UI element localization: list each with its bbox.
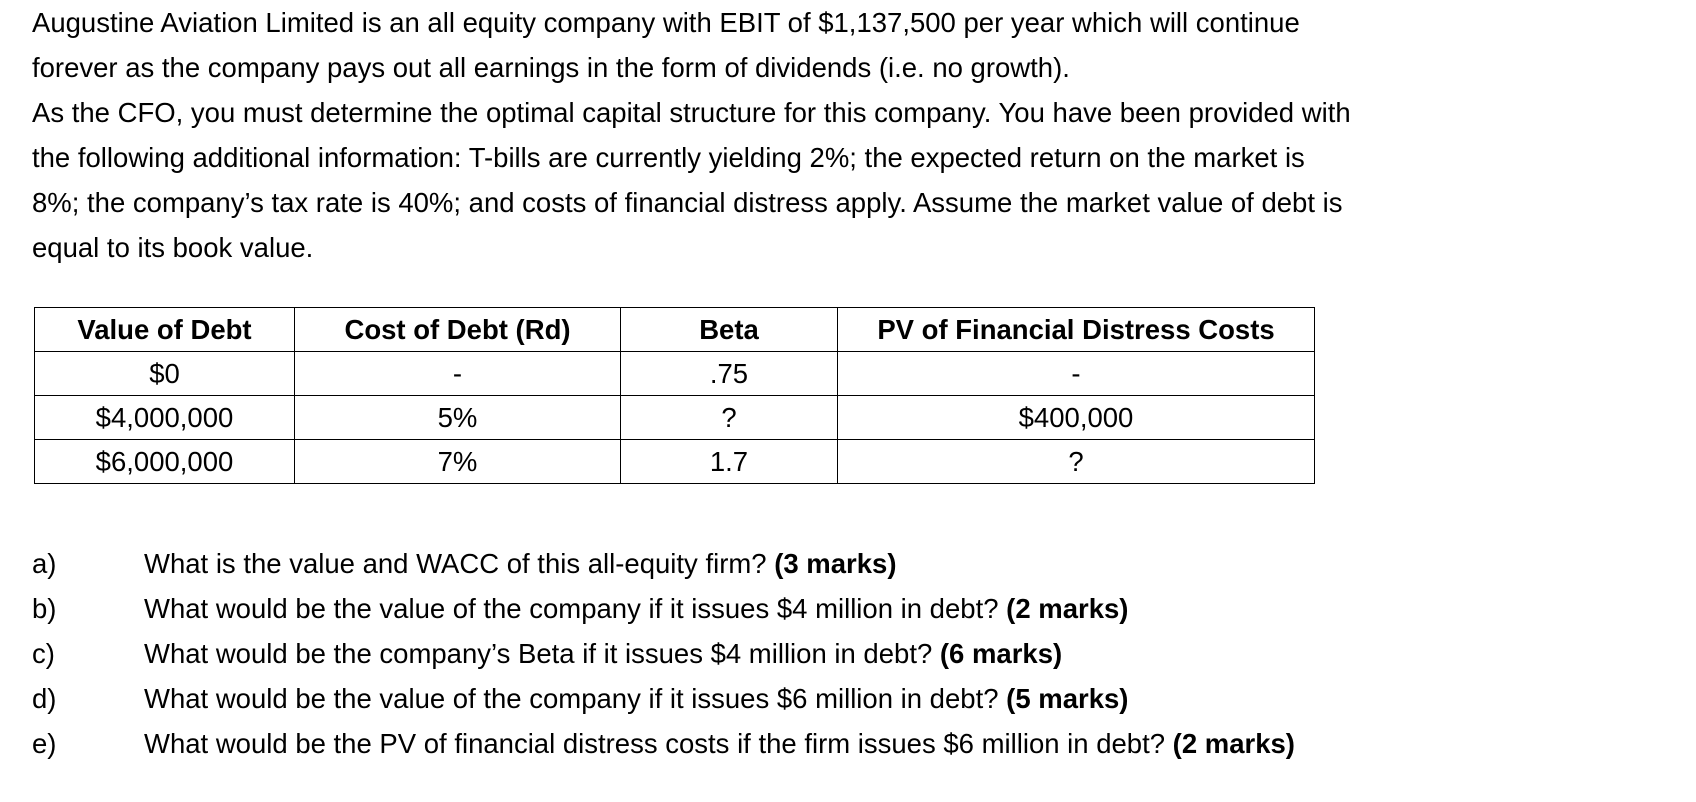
cell-cost-of-debt: 7%: [295, 440, 621, 484]
intro-line: the following additional information: T-bills are currently yielding 2%; the expected return on the market is: [32, 142, 1305, 173]
cell-pv-distress-costs: -: [838, 352, 1315, 396]
intro-line: forever as the company pays out all earnings in the form of dividends (i.e. no growth).: [32, 52, 1070, 83]
question-letter: e): [32, 728, 57, 759]
question-marks: (2 marks): [1172, 728, 1295, 759]
cell-value-of-debt: $4,000,000: [35, 396, 295, 440]
question-body: What is the value and WACC of this all-equity firm?: [144, 548, 775, 579]
header-beta: Beta: [621, 308, 838, 352]
question-d: [32, 676, 1295, 721]
header-pv-distress-costs: PV of Financial Distress Costs: [838, 308, 1315, 352]
cell-beta: .75: [621, 352, 838, 396]
table-header-row: [35, 308, 1315, 352]
question-letter: c): [32, 638, 55, 669]
question-letter: a): [32, 548, 57, 579]
question-text: [144, 541, 897, 586]
question-body: What would be the PV of financial distress costs if the firm issues $6 million in debt?: [144, 728, 1173, 759]
question-marks: (2 marks): [1006, 593, 1129, 624]
cell-cost-of-debt: -: [295, 352, 621, 396]
question-b: [32, 586, 1295, 631]
question-text: [144, 586, 1128, 631]
header-value-of-debt: Value of Debt: [35, 308, 295, 352]
intro-line: 8%; the company’s tax rate is 40%; and costs of financial distress apply. Assume the market value of debt is: [32, 187, 1343, 218]
question-text: [144, 721, 1295, 766]
intro-line: Augustine Aviation Limited is an all equity company with EBIT of $1,137,500 per year which will continue: [32, 7, 1300, 38]
question-c: [32, 631, 1295, 676]
cell-beta: ?: [621, 396, 838, 440]
header-cost-of-debt: Cost of Debt (Rd): [295, 308, 621, 352]
cell-cost-of-debt: 5%: [295, 396, 621, 440]
question-e: [32, 721, 1295, 766]
question-letter: b): [32, 593, 57, 624]
cell-pv-distress-costs: ?: [838, 440, 1315, 484]
question-body: What would be the company’s Beta if it issues $4 million in debt?: [144, 638, 940, 669]
question-text: [144, 676, 1128, 721]
table-row: [35, 396, 1315, 440]
intro-line: equal to its book value.: [32, 232, 314, 263]
question-a: [32, 541, 1295, 586]
question-body: What would be the value of the company if it issues $6 million in debt?: [144, 683, 1007, 714]
question-letter: d): [32, 683, 57, 714]
question-list: [32, 541, 1295, 766]
question-marks: (5 marks): [1006, 683, 1129, 714]
table-row: [35, 440, 1315, 484]
table-row: [35, 352, 1315, 396]
cell-value-of-debt: $0: [35, 352, 295, 396]
cell-value-of-debt: $6,000,000: [35, 440, 295, 484]
intro-line: As the CFO, you must determine the optimal capital structure for this company. You have been provided with: [32, 97, 1351, 128]
cell-beta: 1.7: [621, 440, 838, 484]
cell-pv-distress-costs: $400,000: [838, 396, 1315, 440]
question-marks: (3 marks): [774, 548, 897, 579]
problem-statement: [32, 0, 1682, 270]
capital-structure-table: [34, 307, 1315, 484]
question-body: What would be the value of the company if it issues $4 million in debt?: [144, 593, 1007, 624]
question-marks: (6 marks): [939, 638, 1063, 669]
question-text: [144, 631, 1062, 676]
